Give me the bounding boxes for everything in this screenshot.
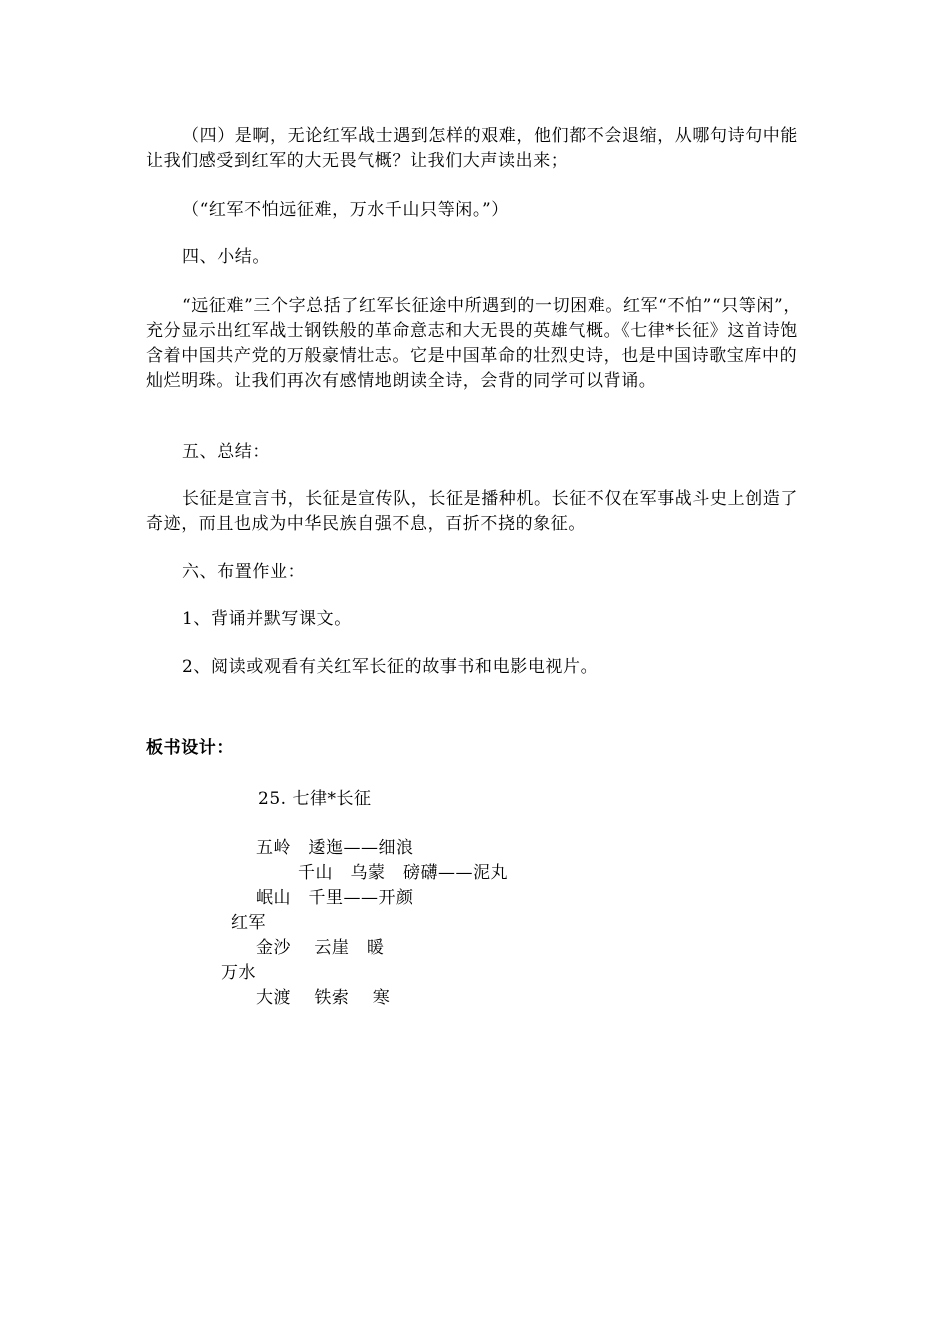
paragraph-conclusion: 长征是宣言书，长征是宣传队，长征是播种机。长征不仅在军事战斗史上创造了奇迹，而且也成为中华民族自强不息，百折不挠的象征。 <box>146 489 798 534</box>
board-label-hongjun: 红军 <box>231 913 266 933</box>
paragraph-quote: （“红军不怕远征难，万水千山只等闲。”） <box>182 200 509 220</box>
homework-item-1: 1、背诵并默写课文。 <box>182 609 352 629</box>
board-label-wanshui: 万水 <box>221 963 256 983</box>
board-title: 25. 七律*长征 <box>258 789 372 809</box>
section-conclusion-heading: 五、总结： <box>182 442 270 462</box>
paragraph-question-four: （四）是啊，无论红军战士遇到怎样的艰难，他们都不会退缩，从哪句诗句中能让我们感受到红军的大无畏气概？让我们大声读出来； <box>146 126 798 171</box>
board-line-minshan: 岷山 千里——开颜 <box>256 888 414 908</box>
board-line-jinsha: 金沙 云崖 暖 <box>256 938 385 958</box>
section-summary-heading: 四、小结。 <box>182 247 270 267</box>
section-homework-heading: 六、布置作业： <box>182 562 306 582</box>
homework-item-2: 2、阅读或观看有关红军长征的故事书和电影电视片。 <box>182 657 599 677</box>
paragraph-summary: “远征难”三个字总括了红军长征途中所遇到的一切困难。红军“不怕”“只等闲”，充分显示出红军战士钢铁般的革命意志和大无畏的英雄气概。《七律*长征》这首诗饱含着中国共产党的万般豪情壮志。它是中国革命的壮烈史诗，也是中国诗歌宝库中的灿烂明珠。让我们再次有感情地朗读全诗，会背的同学可以背诵。 <box>146 296 801 391</box>
board-design-heading: 板书设计： <box>146 738 234 758</box>
board-line-dadu: 大渡 铁索 寒 <box>256 988 391 1008</box>
board-line-qianshan: 千山 乌蒙 磅礴——泥丸 <box>298 863 508 883</box>
board-line-wuling: 五岭 逶迤——细浪 <box>256 838 414 858</box>
